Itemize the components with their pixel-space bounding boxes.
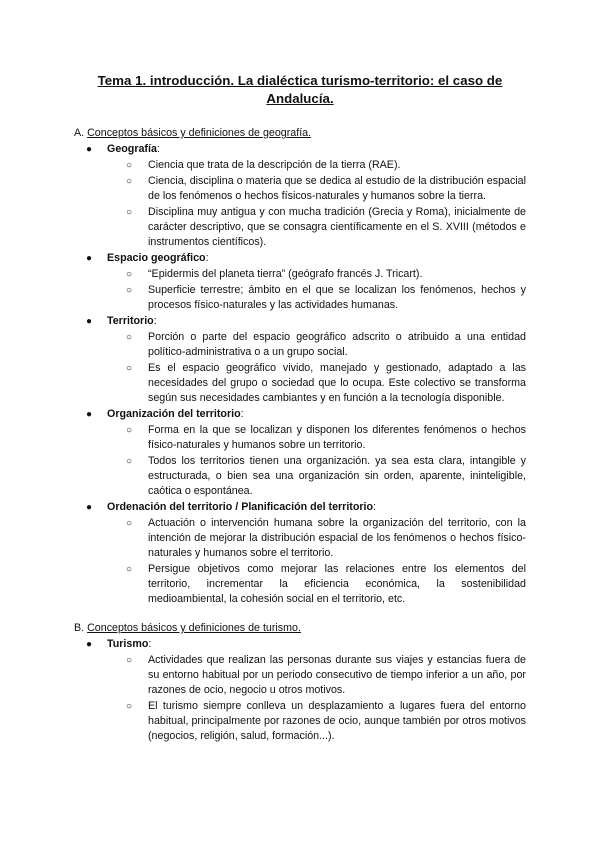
hollow-bullet-icon: ○ — [126, 564, 133, 575]
definition-item — [110, 205, 526, 250]
hollow-bullet-icon: ○ — [126, 160, 133, 171]
definition-text: Porción o parte del espacio geográfico adscrito o atribuido a una entidad político-administrativa o a un grupo social. — [148, 331, 526, 358]
definition-item — [110, 516, 526, 561]
definition-list — [107, 267, 526, 313]
hollow-bullet-icon: ○ — [126, 425, 133, 436]
definition-text: Ciencia, disciplina o materia que se dedica al estudio de la distribución espacial de los fenómenos o hechos físicos-naturales y humanos sobre la tierra. — [148, 175, 526, 202]
definition-text: Todos los territorios tienen una organización. ya sea esta clara, intangible y estructurada, o bien sea una organización sin orden, aparente, ininteligible, caótica o espontánea. — [148, 455, 526, 497]
definition-text: Disciplina muy antigua y con mucha tradición (Grecia y Roma), inicialmente de carácter descriptivo, que se consagra científicamente en el S. XVIII (métodos e instrumentos científicos). — [148, 206, 526, 248]
filled-bullet-icon: ● — [86, 144, 93, 155]
definition-text: Superficie terrestre; ámbito en el que se localizan los fenómenos, hechos y procesos físico-naturales y las actividades humanas. — [148, 284, 526, 311]
term-suffix: : — [240, 408, 244, 420]
term-item — [74, 314, 526, 406]
term-suffix: : — [148, 638, 152, 650]
term-suffix: : — [205, 252, 209, 264]
hollow-bullet-icon: ○ — [126, 176, 133, 187]
section-title: Conceptos básicos y definiciones de turismo. — [87, 622, 301, 634]
definition-text: Es el espacio geográfico vivido, manejado y gestionado, adaptado a las necesidades del grupo o sociedad que lo ocupa. Este colectivo se transforma según sus necesidades cambiantes y en función a la tecnología disponible. — [148, 362, 526, 404]
filled-bullet-icon: ● — [86, 316, 93, 327]
term-name: Organización del territorio — [107, 408, 241, 420]
term-item — [74, 142, 526, 250]
term-name: Geografía — [107, 143, 157, 155]
definition-item — [110, 454, 526, 499]
section-heading — [74, 126, 526, 141]
term-suffix: : — [373, 501, 377, 513]
definition-item — [110, 267, 526, 282]
definition-text: Ciencia que trata de la descripción de la tierra (RAE). — [148, 159, 401, 171]
term-name: Turismo — [107, 638, 149, 650]
term-list — [74, 637, 526, 744]
hollow-bullet-icon: ○ — [126, 332, 133, 343]
hollow-bullet-icon: ○ — [126, 285, 133, 296]
sections-container — [74, 126, 526, 744]
hollow-bullet-icon: ○ — [126, 456, 133, 467]
term-suffix: : — [156, 143, 160, 155]
definition-list — [107, 516, 526, 607]
filled-bullet-icon: ● — [86, 253, 93, 264]
definition-item — [110, 330, 526, 360]
definition-list — [107, 423, 526, 499]
definition-text: Actuación o intervención humana sobre la organización del territorio, con la intención de mejorar la distribución espacial de los fenómenos o hechos físico-naturales y humanos sobre el territorio. — [148, 517, 526, 559]
term-item — [74, 500, 526, 607]
hollow-bullet-icon: ○ — [126, 269, 133, 280]
hollow-bullet-icon: ○ — [126, 518, 133, 529]
definition-text: El turismo siempre conlleva un desplazamiento a lugares fuera del entorno habitual, principalmente por razones de ocio, aunque también por otros motivos (negocios, religión, salud, formación...). — [148, 700, 526, 742]
term-name: Ordenación del territorio / Planificación del territorio — [107, 501, 374, 513]
definition-item — [110, 562, 526, 607]
term-name: Territorio — [107, 315, 154, 327]
definition-text: Actividades que realizan las personas durante sus viajes y estancias fuera de su entorno habitual por un periodo consecutivo de tiempo inferior a un año, por razones de ocio, negocio u otros motivos. — [148, 654, 526, 696]
definition-item — [110, 423, 526, 453]
term-list — [74, 142, 526, 607]
term-name: Espacio geográfico — [107, 252, 206, 264]
term-suffix: : — [153, 315, 157, 327]
hollow-bullet-icon: ○ — [126, 363, 133, 374]
section-marker: B. — [74, 622, 85, 634]
definition-item — [110, 158, 526, 173]
term-item — [74, 251, 526, 313]
definition-item — [110, 174, 526, 204]
definition-text: Persigue objetivos como mejorar las relaciones entre los elementos del territorio, incrementar la eficiencia económica, la sostenibilidad medioambiental, la cohesión social en el territorio, etc. — [148, 563, 526, 605]
definition-item — [110, 283, 526, 313]
hollow-bullet-icon: ○ — [126, 207, 133, 218]
term-item — [74, 637, 526, 744]
hollow-bullet-icon: ○ — [126, 655, 133, 666]
definition-item — [110, 653, 526, 698]
section — [74, 126, 526, 607]
section-marker: A. — [74, 127, 85, 139]
filled-bullet-icon: ● — [86, 502, 93, 513]
filled-bullet-icon: ● — [86, 639, 93, 650]
definition-list — [107, 158, 526, 250]
document-title: Tema 1. introducción. La dialéctica turismo-territorio: el caso de Andalucía. — [97, 73, 503, 106]
definition-list — [107, 653, 526, 744]
section-heading — [74, 621, 526, 636]
definition-text: “Epidermis del planeta tierra” (geógrafo francés J. Tricart). — [148, 268, 423, 280]
term-item — [74, 407, 526, 499]
hollow-bullet-icon: ○ — [126, 701, 133, 712]
definition-item — [110, 361, 526, 406]
definition-list — [107, 330, 526, 406]
filled-bullet-icon: ● — [86, 409, 93, 420]
section — [74, 621, 526, 744]
definition-text: Forma en la que se localizan y disponen los diferentes fenómenos o hechos físico-naturales y humanos sobre un territorio. — [148, 424, 526, 451]
section-title: Conceptos básicos y definiciones de geografía. — [87, 127, 312, 139]
definition-item — [110, 699, 526, 744]
